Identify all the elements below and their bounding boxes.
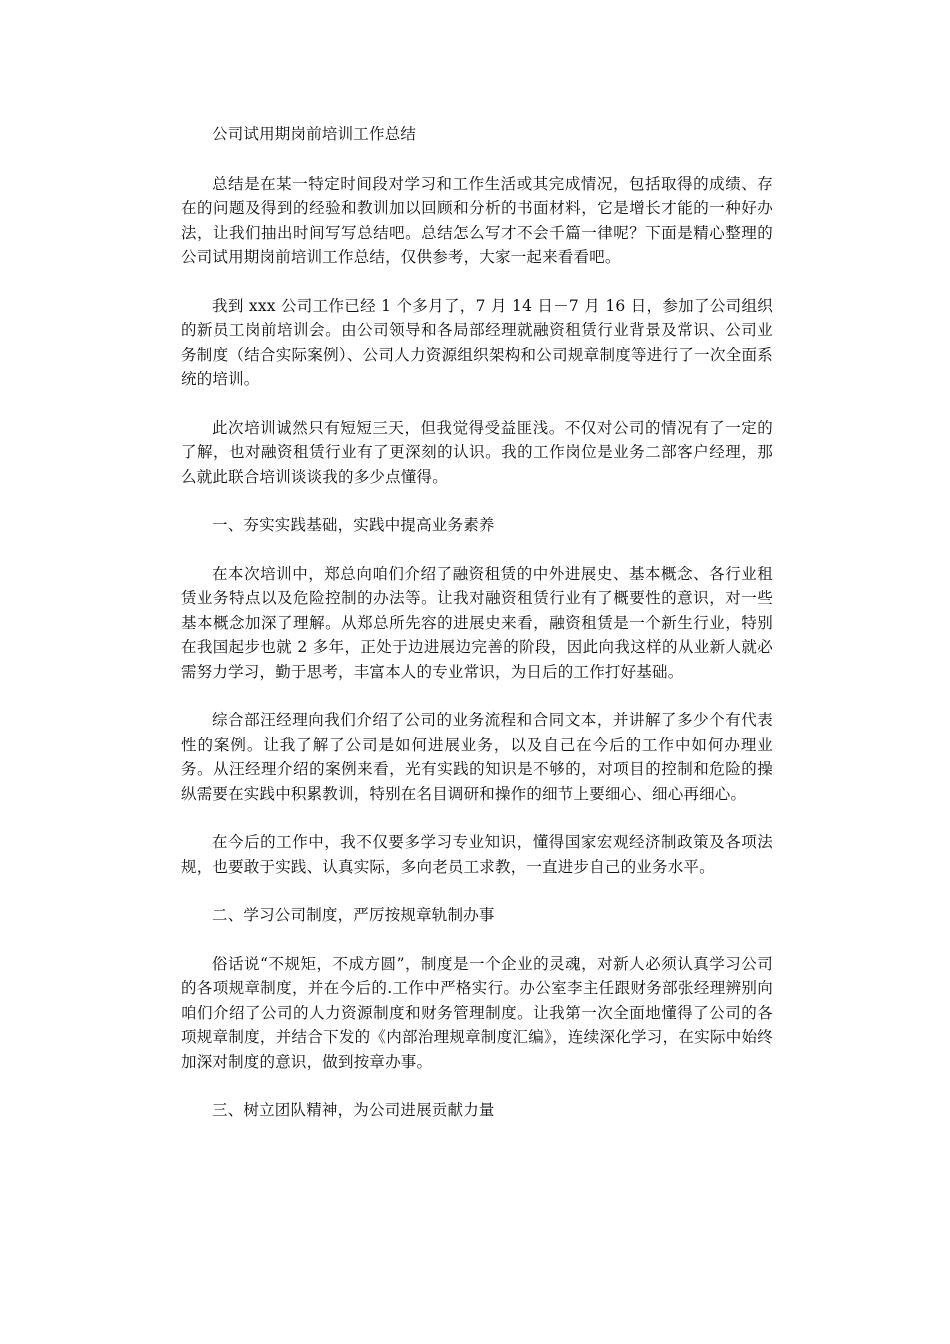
paragraph-section-1-a: 在本次培训中，郑总向咱们介绍了融资租赁的中外进展史、基本概念、各行业租赁业务特点以及危险控制的办法等。让我对融资租赁行业有了概要性的意识，对一些基本概念加深了理解。从郑总所先容的进展史来看，融资租赁是一个新生行业，特别在我国起步也就 2 多年，正处于边进展边完善的阶段，因此向我这样的从业新人就必需努力学习，勤于思考，丰富本人的专业常识，为日后的工作打好基础。 [181, 564, 773, 681]
document-page [181, 122, 773, 1147]
paragraph-training-benefit: 此次培训诚然只有短短三天，但我觉得受益匪浅。不仅对公司的情况有了一定的了解，也对融资租赁行业有了更深刻的认识。我的工作岗位是业务二部客户经理，那么就此联合培训谈谈我的多少点懂得。 [181, 418, 773, 486]
paragraph-training-overview: 我到 xxx 公司工作已经 1 个多月了，7 月 14 日－7 月 16 日，参加了公司组织的新员工岗前培训会。由公司领导和各局部经理就融资租赁行业背景及常识、公司业务制度（结合实际案例）、公司人力资源组织架构和公司规章制度等进行了一次全面系统的培训。 [181, 296, 773, 388]
paragraph-section-1-c: 在今后的工作中，我不仅要多学习专业知识，懂得国家宏观经济制政策及各项法规，也要敢于实践、认真实际，多向老员工求教，一直进步自己的业务水平。 [181, 833, 773, 876]
section-heading-1: 一、夯实实践基础，实践中提高业务素养 [212, 516, 495, 534]
section-heading-3: 三、树立团队精神，为公司进展贡献力量 [212, 1101, 495, 1119]
paragraph-section-2-a: 俗话说“不规矩，不成方圆”，制度是一个企业的灵魂，对新人必须认真学习公司的各项规章制度，并在今后的.工作中严格实行。办公室李主任跟财务部张经理辨别向咱们介绍了公司的人力资源制度和财务管理制度。让我第一次全面地懂得了公司的各项规章制度，并结合下发的《内部治理规章制度汇编》，连续深化学习，在实际中始终加深对制度的意识，做到按章办事。 [181, 954, 773, 1071]
document-title: 公司试用期岗前培训工作总结 [212, 125, 417, 143]
paragraph-section-1-b: 综合部汪经理向我们介绍了公司的业务流程和合同文本，并讲解了多少个有代表性的案例。让我了解了公司是如何进展业务，以及自己在今后的工作中如何办理业务。从汪经理介绍的案例来看，光有实践的知识是不够的，对项目的控制和危险的操纵需要在实践中积累教训，特别在名目调研和操作的细节上要细心、细心再细心。 [181, 711, 773, 803]
paragraph-intro: 总结是在某一特定时间段对学习和工作生活或其完成情况，包括取得的成绩、存在的问题及得到的经验和教训加以回顾和分析的书面材料，它是增长才能的一种好办法，让我们抽出时间写写总结吧。总结怎么写才不会千篇一律呢？下面是精心整理的公司试用期岗前培训工作总结，仅供参考，大家一起来看看吧。 [181, 174, 773, 266]
section-heading-2: 二、学习公司制度，严厉按规章轨制办事 [212, 906, 495, 924]
